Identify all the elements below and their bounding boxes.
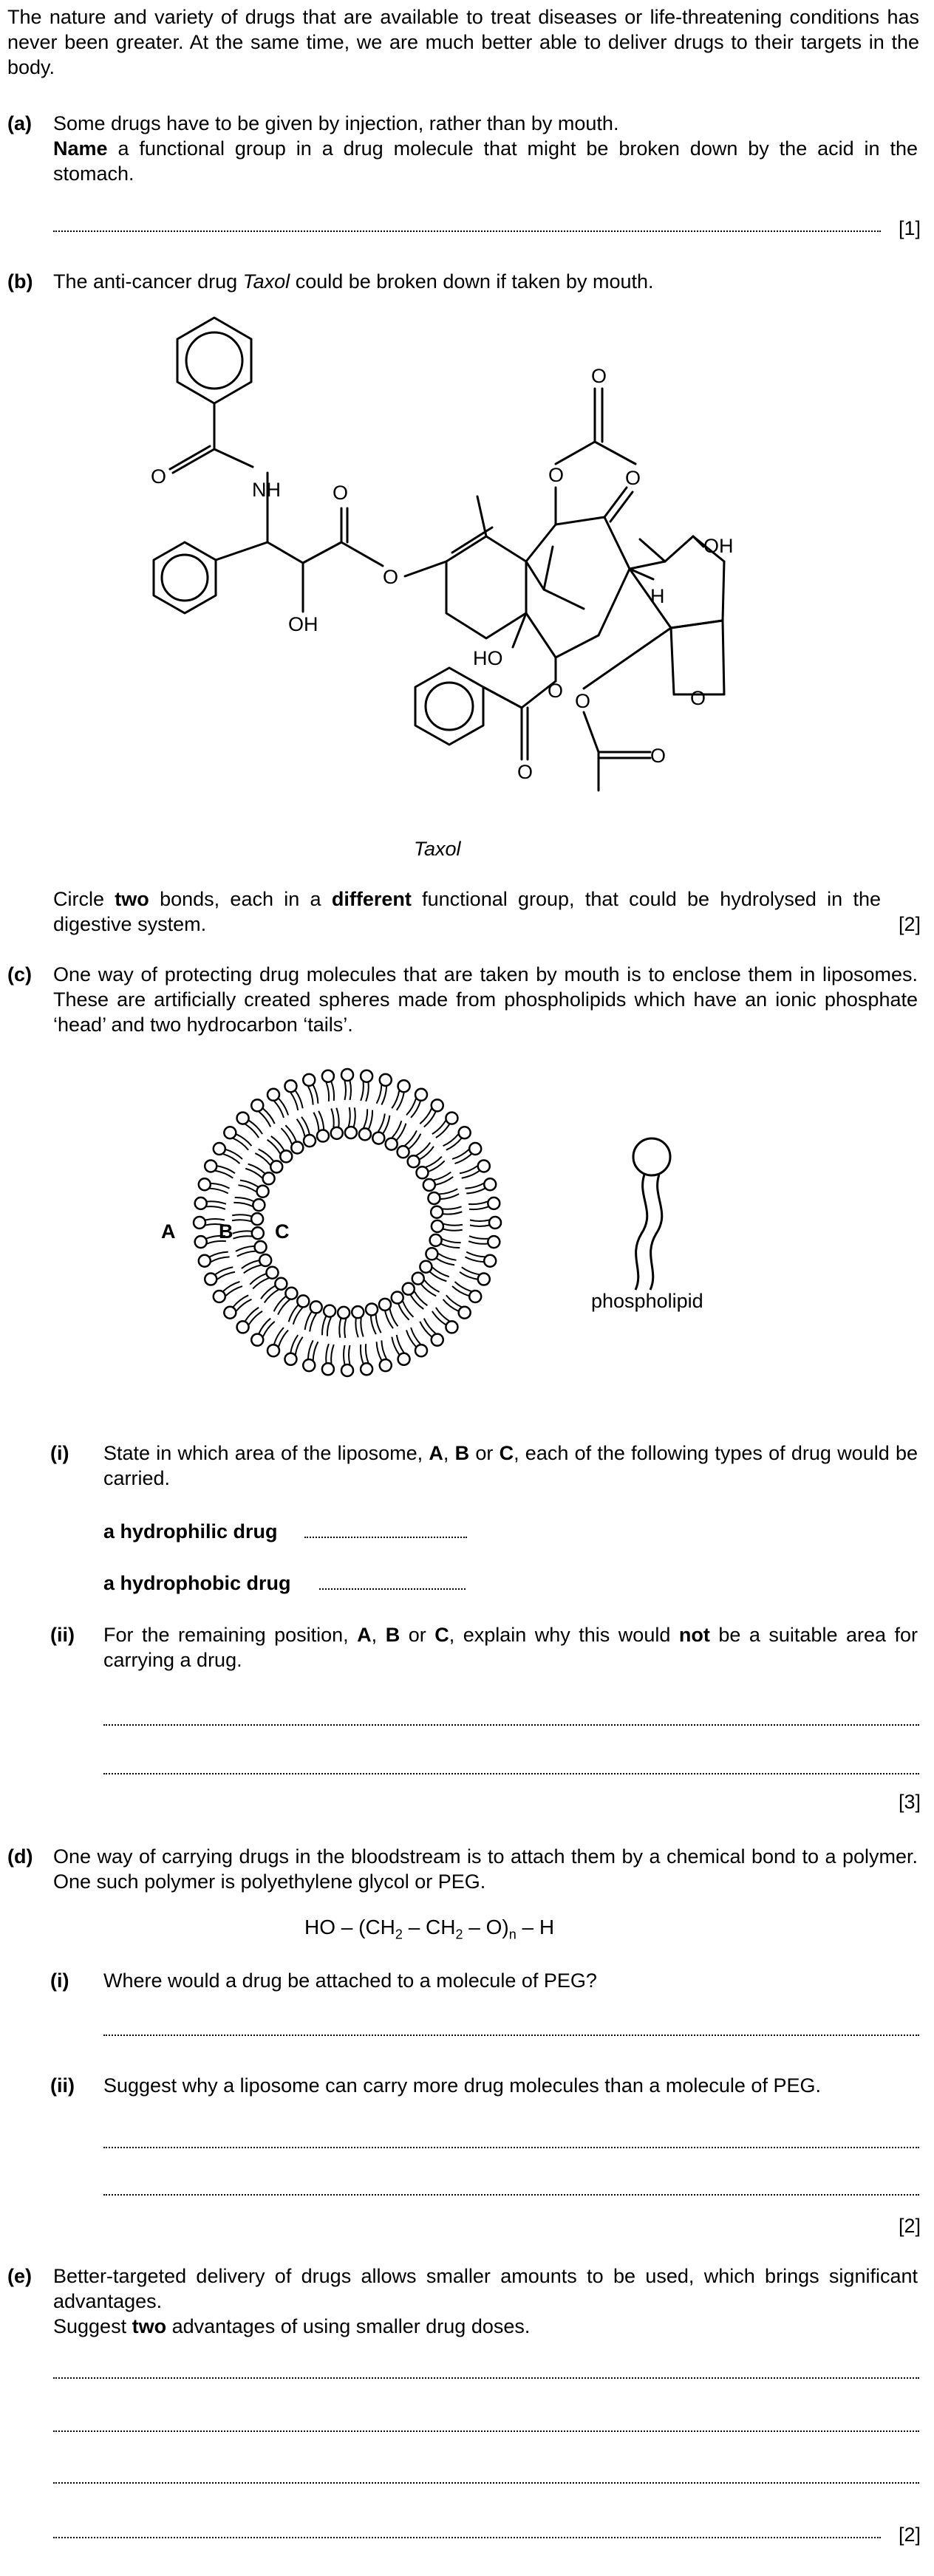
part-e-post: advantages of using smaller drug doses. <box>166 2315 531 2337</box>
atom-label-oh-chain: OH <box>288 613 318 635</box>
peg-f3: – O) <box>463 1916 509 1938</box>
part-c-ii-text <box>103 1622 918 1673</box>
part-c-ii-answer-line-1[interactable] <box>103 1724 919 1726</box>
atom-label-ketone-o: O <box>625 467 641 489</box>
part-e-answer-line-1[interactable] <box>53 2377 919 2379</box>
part-e-bold-two: two <box>132 2315 167 2337</box>
c-ii-pre: For the remaining position, <box>103 1624 358 1646</box>
c-ii-s1: , <box>371 1624 386 1646</box>
peg-f2: – CH <box>402 1916 456 1938</box>
c-i-c: C <box>499 1442 514 1464</box>
c-i-a: A <box>429 1442 443 1464</box>
atom-label-acetate-o: O <box>548 464 565 486</box>
hydrophobic-drug-label: a hydrophobic drug <box>103 1572 291 1594</box>
c-i-post: , each of the following types of drug would be carried. <box>103 1442 918 1489</box>
part-d-ii-answer-line-2[interactable] <box>103 2194 919 2196</box>
atom-label-acetate2-o: O <box>575 690 591 712</box>
region-c-label: C <box>275 1220 290 1243</box>
part-e-mark: [2] <box>898 2524 921 2546</box>
part-d-i-answer-line[interactable] <box>103 2035 919 2036</box>
part-b-instr-post: functional group, that could be hydrolysed in the digestive system. <box>53 888 881 935</box>
part-c-i-label: (i) <box>50 1442 69 1464</box>
atom-label-amide-o: O <box>151 465 167 488</box>
c-i-pre: State in which area of the liposome, <box>103 1442 429 1464</box>
part-e-answer-line-2[interactable] <box>53 2430 919 2432</box>
c-ii-s2: or <box>400 1624 435 1646</box>
part-c-i-text <box>103 1441 918 1491</box>
part-e-text <box>53 2264 918 2339</box>
part-b-mark: [2] <box>898 913 921 935</box>
part-d-mark: [2] <box>898 2215 921 2237</box>
part-e-label: (e) <box>7 2265 32 2287</box>
part-c-ii-answer-line-2[interactable] <box>103 1773 919 1774</box>
peg-f1: HO – (CH <box>304 1916 395 1938</box>
peg-sub-n: n <box>508 1927 517 1942</box>
atom-label-nh: NH <box>252 479 281 501</box>
part-a-mark: [1] <box>898 217 921 239</box>
atom-label-oh-ring: OH <box>703 535 734 557</box>
atom-label-h: H <box>650 585 665 607</box>
intro-paragraph: The nature and variety of drugs that are available to treat diseases or life-threatening conditions has never been greater. At the same time, we are much better able to deliver drugs to their targets in the body. <box>7 6 919 78</box>
part-a-label: (a) <box>7 112 32 134</box>
part-b-label: (b) <box>7 270 33 293</box>
peg-formula <box>304 1915 554 1947</box>
atom-label-ho: HO <box>473 647 503 669</box>
part-e-text1: Better-targeted delivery of drugs allows smaller amounts to be used, which brings significant advantages. <box>53 2265 918 2312</box>
part-a-line2: a functional group in a drug molecule that might be broken down by the acid in the stomach. <box>53 137 918 185</box>
hydrophilic-answer-line[interactable] <box>304 1537 467 1538</box>
phospholipid-label: phospholipid <box>591 1290 703 1312</box>
part-d-text: One way of carrying drugs in the bloodstream is to attach them by a chemical bond to a polymer. One such polymer is polyethylene glycol or PEG. <box>53 1845 918 1893</box>
part-d-label: (d) <box>7 1845 33 1868</box>
region-a-label: A <box>161 1220 176 1243</box>
part-c-mark: [3] <box>898 1791 921 1813</box>
peg-sub2: 2 <box>455 1927 463 1942</box>
part-e-answer-line-4[interactable] <box>53 2537 881 2538</box>
c-ii-c: C <box>434 1624 449 1646</box>
c-i-b: B <box>454 1442 470 1464</box>
part-c-label: (c) <box>7 963 32 985</box>
c-i-s2: or <box>469 1442 500 1464</box>
part-b-instr-pre: Circle <box>53 888 115 910</box>
taxol-caption: Taxol <box>414 838 461 860</box>
part-b-instr-bold-different: different <box>331 888 412 910</box>
c-ii-post: be a suitable area for carrying a drug. <box>103 1624 918 1671</box>
part-b-instr-bold-two: two <box>115 888 149 910</box>
atom-label-ester-o: O <box>383 566 399 588</box>
part-b-instr-mid: bonds, each in a <box>149 888 332 910</box>
part-a-bold-name: Name <box>53 137 108 160</box>
region-b-label: B <box>219 1220 234 1243</box>
hydrophobic-answer-line[interactable] <box>319 1588 466 1590</box>
part-a-line1: Some drugs have to be given by injection, rather than by mouth. <box>53 112 619 134</box>
part-e-pre: Suggest <box>53 2315 132 2337</box>
part-d-ii-label: (ii) <box>50 2074 75 2097</box>
atom-label-ester-co: O <box>333 482 349 504</box>
part-b-drug-name: Taxol <box>242 270 290 293</box>
atom-label-oxetane-o: O <box>690 687 706 709</box>
part-e-answer-line-3[interactable] <box>53 2482 919 2484</box>
part-d-i-text: Where would a drug be attached to a molecule of PEG? <box>103 1969 597 1992</box>
peg-sub1: 2 <box>395 1927 403 1942</box>
peg-f4: – H <box>516 1916 555 1938</box>
part-d-i-label: (i) <box>50 1969 69 1992</box>
c-ii-mid: , explain why this would <box>449 1624 679 1646</box>
c-ii-b: B <box>385 1624 400 1646</box>
atom-label-acetyl-o-top: O <box>591 365 607 387</box>
atom-label-benzoate-co: O <box>517 761 534 783</box>
c-ii-a: A <box>357 1624 372 1646</box>
part-c-ii-label: (ii) <box>50 1624 75 1646</box>
part-b-text-post: could be broken down if taken by mouth. <box>290 270 654 293</box>
hydrophilic-drug-label: a hydrophilic drug <box>103 1520 278 1542</box>
part-d-ii-answer-line-1[interactable] <box>103 2147 919 2148</box>
c-ii-not: not <box>678 1624 710 1646</box>
part-d-ii-text: Suggest why a liposome can carry more drug molecules than a molecule of PEG. <box>103 2074 821 2097</box>
c-i-s1: , <box>443 1442 455 1464</box>
part-c-text: One way of protecting drug molecules that are taken by mouth is to enclose them in liposomes. These are artificially created spheres made from phospholipids which have an ionic phosphate ‘head’ and two hydrocarbon ‘tails’. <box>53 963 918 1036</box>
part-b-text-pre: The anti-cancer drug <box>53 270 243 293</box>
atom-label-acetate2-co: O <box>650 745 667 767</box>
atom-label-benzoate-o: O <box>548 680 564 702</box>
